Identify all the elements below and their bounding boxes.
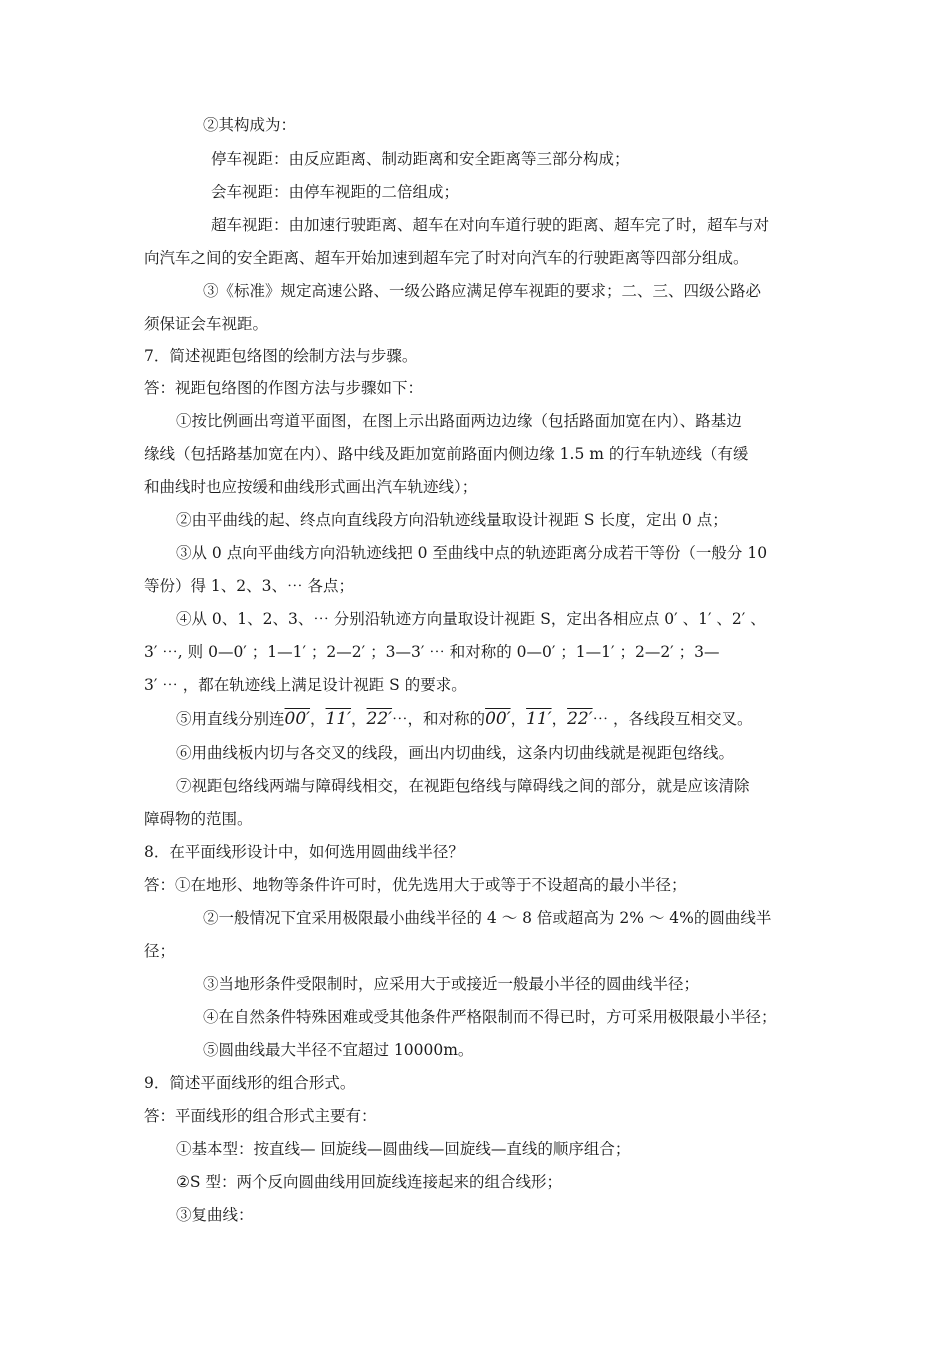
text-line: 超车视距：由加速行驶距离、超车在对向车道行驶的距离、超车完了时，超车与对	[211, 216, 770, 234]
step5-prefix: ⑤用直线分别连	[176, 710, 285, 728]
answer-line: 答：视距包络图的作图方法与步骤如下：	[144, 379, 424, 397]
text-line: ③从 0 点向平曲线方向沿轨迹线把 0 至曲线中点的轨迹距离分成若干等份（一般分 10	[176, 544, 768, 562]
text-line: ②一般情况下宜采用极限最小曲线半径的 4 ～ 8 倍或超高为 2% ～ 4%的圆曲线半	[203, 909, 772, 927]
text-line: ④从 0、1、2、3、⋯ 分别沿轨迹方向量取设计视距 S，定出各相应点 0′ 、1′ 、2′ 、	[176, 610, 766, 628]
answer-line: 答：平面线形的组合形式主要有：	[144, 1107, 377, 1125]
text-line: 和曲线时也应按缓和曲线形式画出汽车轨迹线）；	[144, 478, 478, 496]
text-line: ③当地形条件受限制时，应采用大于或接近一般最小半径的圆曲线半径；	[203, 975, 700, 993]
step5-line	[176, 709, 753, 729]
text-line: ④在自然条件特殊困难或受其他条件严格限制而不得已时，方可采用极限最小半径；	[203, 1008, 777, 1026]
text-line: ②其构成为：	[203, 116, 297, 134]
text-line: ③复曲线：	[176, 1206, 254, 1224]
separator: ，	[551, 710, 568, 728]
segment-11-sym: 11′	[526, 709, 552, 729]
text-line: 3′ ⋯ ，都在轨迹线上满足设计视距 S 的要求。	[144, 676, 467, 694]
question-heading: 9．简述平面线形的组合形式。	[144, 1074, 356, 1092]
text-line: ②由平曲线的起、终点向直线段方向沿轨迹线量取设计视距 S 长度，定出 0 点；	[176, 511, 728, 529]
segment-00: 00′	[284, 709, 311, 729]
text-line: 障碍物的范围。	[144, 810, 253, 828]
segment-00-sym: 00′	[485, 709, 511, 729]
text-line: 须保证会车视距。	[144, 315, 269, 333]
separator: ，	[510, 710, 527, 728]
segment-22-sym: 22′	[567, 709, 593, 729]
question-heading: 7．简述视距包络图的绘制方法与步骤。	[144, 347, 418, 365]
text-line: ③《标准》规定高速公路、一级公路应满足停车视距的要求；二、三、四级公路必	[203, 282, 762, 300]
text-line: ⑤圆曲线最大半径不宜超过 10000m。	[203, 1041, 474, 1059]
answer-line: 答：①在地形、地物等条件许可时，优先选用大于或等于不设超高的最小半径；	[144, 876, 687, 894]
text-line: ①基本型：按直线— 回旋线—圆曲线—回旋线—直线的顺序组合；	[176, 1140, 631, 1158]
segment-22: 22′	[366, 709, 393, 729]
segment-11: 11′	[325, 709, 352, 729]
text-line: 缘线（包括路基加宽在内）、路中线及距加宽前路面内侧边缘 1.5 m 的行车轨迹线（有缓	[144, 445, 749, 463]
text-line: 会车视距：由停车视距的二倍组成；	[211, 183, 460, 201]
step5-tail: ⋯ ，各线段互相交叉。	[592, 710, 753, 728]
step5-mid: ⋯，和对称的	[392, 710, 486, 728]
separator: ，	[310, 710, 326, 728]
text-line: ⑥用曲线板内切与各交叉的线段，画出内切曲线，这条内切曲线就是视距包络线。	[176, 744, 735, 762]
text-line: ①按比例画出弯道平面图，在图上示出路面两边边缘（包括路面加宽在内）、路基边	[176, 412, 742, 430]
question-heading: 8．在平面线形设计中，如何选用圆曲线半径？	[144, 843, 464, 861]
text-line: 向汽车之间的安全距离、超车开始加速到超车完了时对向汽车的行驶距离等四部分组成。	[144, 249, 749, 267]
text-line: 等份）得 1、2、3、⋯ 各点；	[144, 577, 354, 595]
separator: ，	[351, 710, 367, 728]
text-line: 径；	[144, 942, 176, 960]
text-line: 3′ ⋯, 则 0—0′ ；1—1′ ；2—2′ ；3—3′ ⋯ 和对称的 0—0′ ；1—1′ ；2—2′ ；3—	[144, 643, 720, 661]
text-line: ②S 型：两个反向圆曲线用回旋线连接起来的组合线形；	[176, 1173, 562, 1191]
text-line: 停车视距：由反应距离、制动距离和安全距离等三部分构成；	[211, 150, 630, 168]
text-line: ⑦视距包络线两端与障碍线相交，在视距包络线与障碍线之间的部分，就是应该清除	[176, 777, 750, 795]
